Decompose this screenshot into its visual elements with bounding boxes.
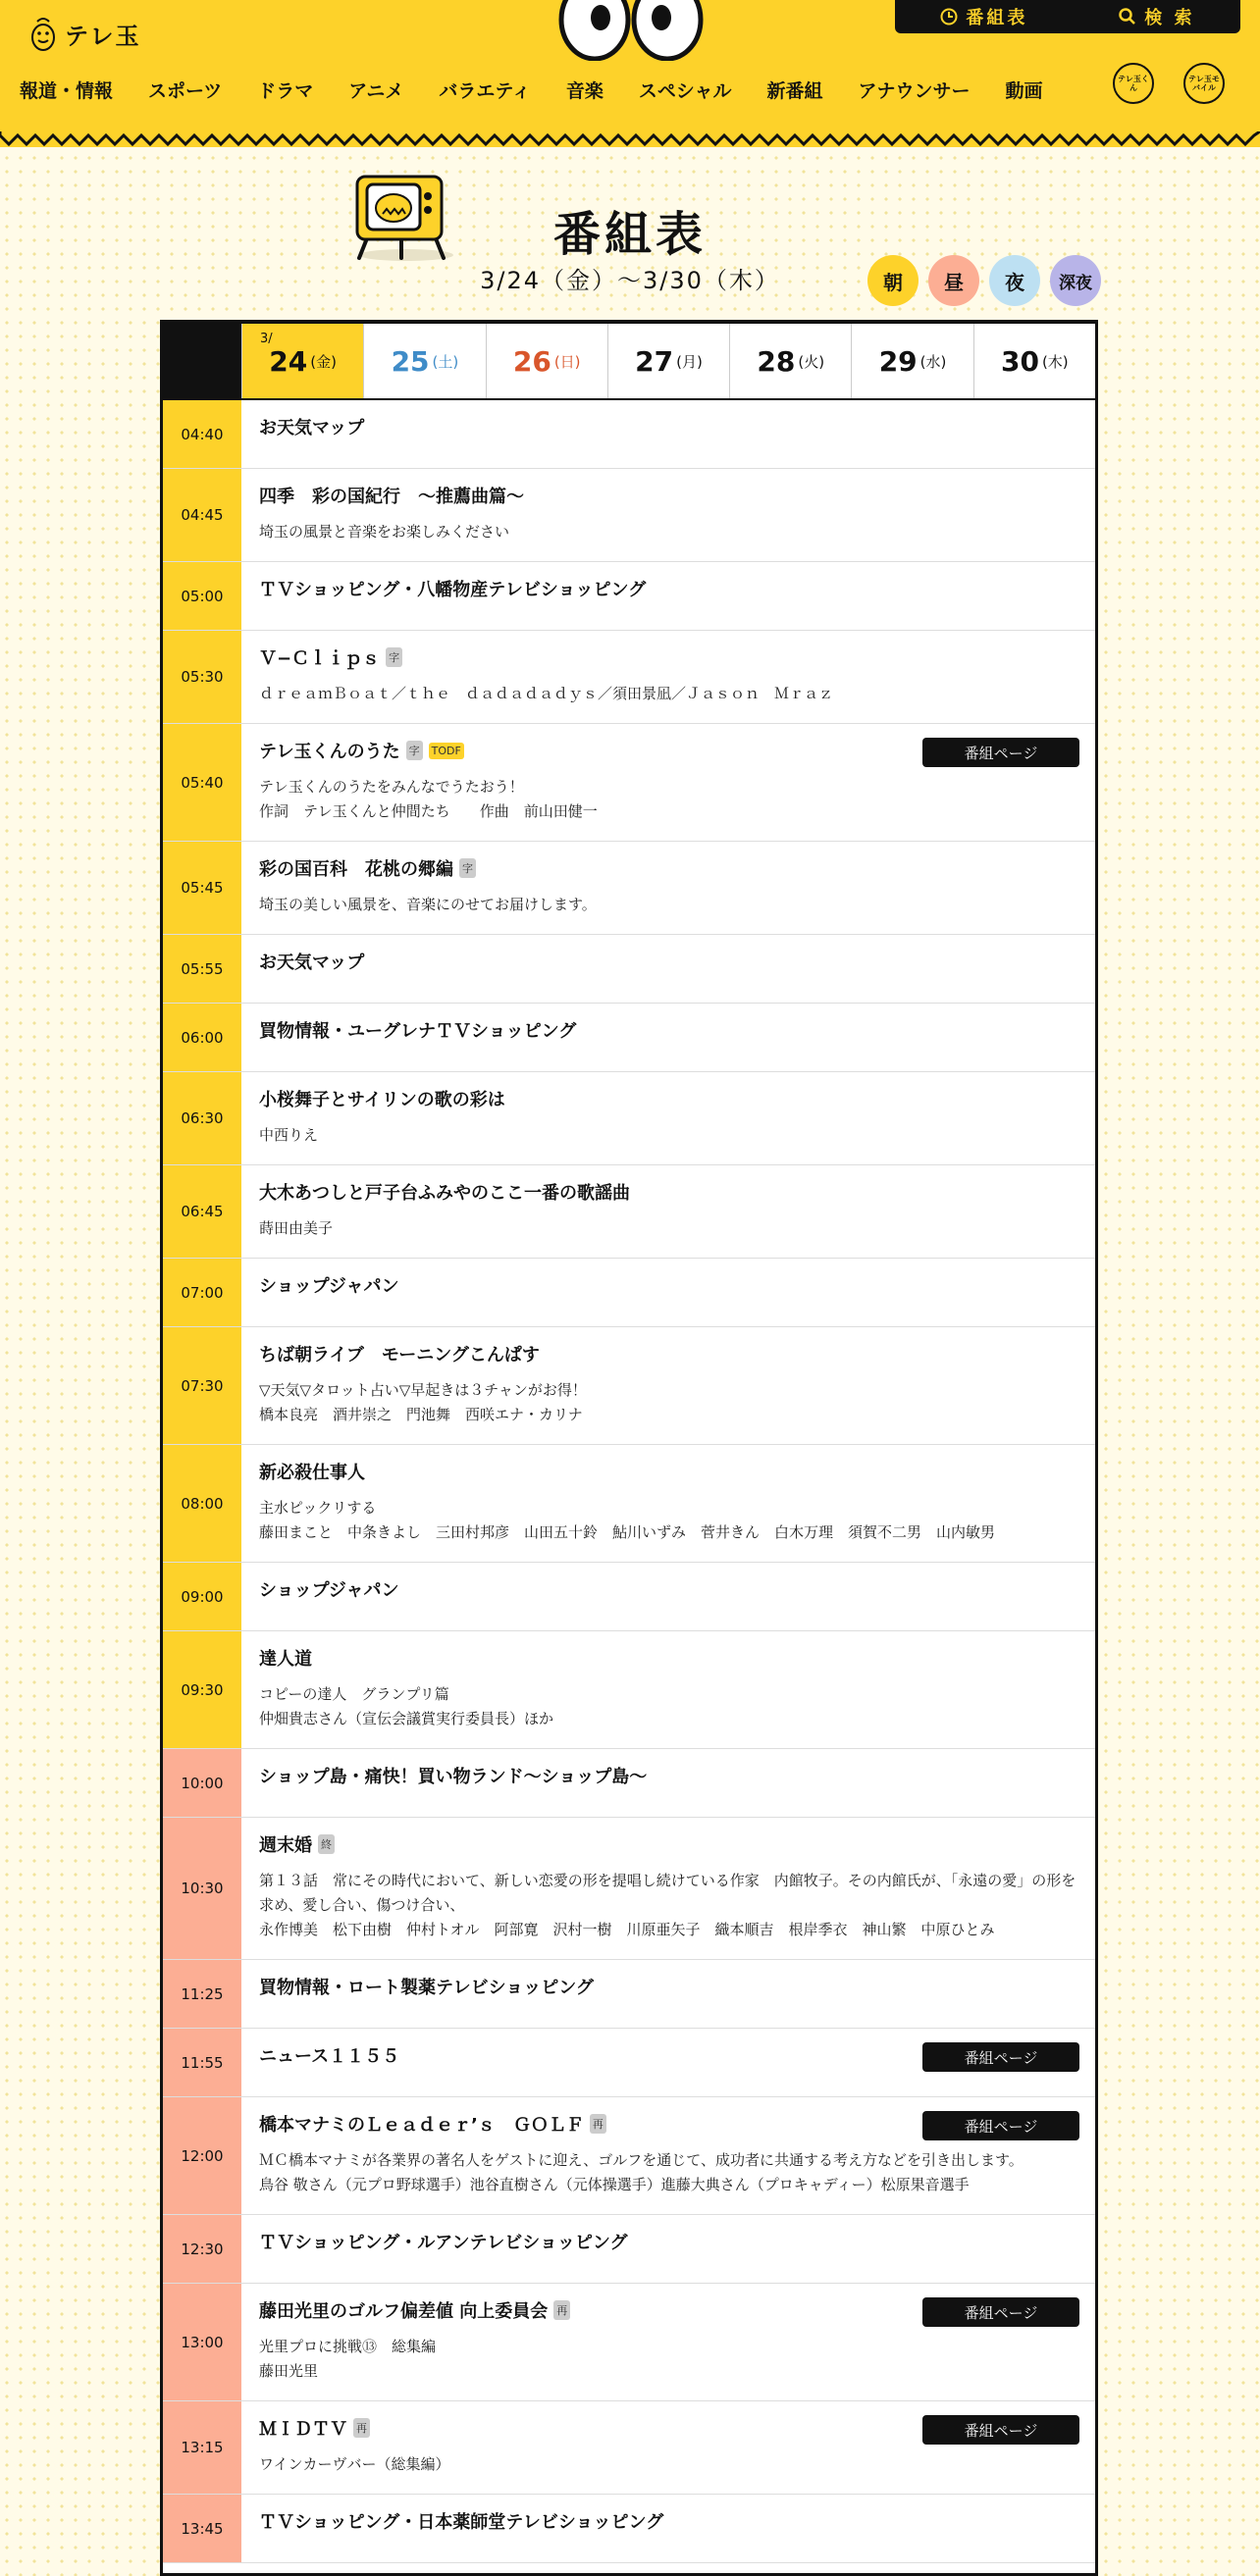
program-cell[interactable] <box>241 469 1095 561</box>
program-title-line <box>259 949 1077 974</box>
day-of-week: (月) <box>676 352 703 371</box>
program-cell[interactable] <box>241 631 1095 723</box>
program-title: お天気マップ <box>259 418 365 438</box>
teletama-kun-label: テレ玉くん <box>1118 75 1149 92</box>
nav-sports[interactable]: スポーツ <box>148 79 223 102</box>
day-number: 27 <box>635 344 674 378</box>
program-title: 四季 彩の国紀行 〜推薦曲篇〜 <box>259 487 524 507</box>
day-tab-29[interactable] <box>851 324 972 398</box>
program-title: ショップジャパン <box>259 1580 399 1601</box>
program-row <box>163 469 1095 562</box>
nav-news[interactable]: 報道・情報 <box>20 79 114 102</box>
tod-evening-label: 夜 <box>1005 270 1024 294</box>
day-tab-26[interactable] <box>486 324 607 398</box>
teletama-mobile-label: テレ玉モバイル <box>1188 75 1220 92</box>
program-row <box>163 935 1095 1004</box>
program-badge: TODF <box>429 743 464 759</box>
day-number: 30 <box>1000 344 1039 378</box>
program-description-line: ▽天気▽タロット占い▽早起きは３チャンがお得！ <box>259 1381 587 1399</box>
tod-late-night-button[interactable] <box>1050 255 1101 306</box>
program-title: 買物情報・ユーグレナＴＶショッピング <box>259 1021 577 1042</box>
program-cell[interactable] <box>241 1445 1095 1562</box>
mascot-eyes-icon <box>557 0 705 61</box>
program-title: ＴＶショッピング・日本薬師堂テレビショッピング <box>259 2512 664 2533</box>
program-time: 13:45 <box>163 2495 241 2562</box>
program-time: 11:55 <box>163 2029 241 2096</box>
program-row <box>163 842 1095 935</box>
site-logo[interactable] <box>29 16 141 51</box>
program-page-button[interactable]: 番組ページ <box>922 738 1079 767</box>
tod-morning-button[interactable] <box>867 255 919 306</box>
program-page-button[interactable]: 番組ページ <box>922 2297 1079 2327</box>
day-tab-24[interactable] <box>241 324 363 398</box>
program-cell[interactable] <box>241 1165 1095 1258</box>
program-title: 小桜舞子とサイリンの歌の彩は <box>259 1090 505 1110</box>
program-row <box>163 1004 1095 1072</box>
day-number: 26 <box>512 344 551 378</box>
program-row <box>163 1563 1095 1631</box>
program-badge: 再 <box>590 2114 606 2134</box>
day-header-corner <box>163 324 241 398</box>
tod-late-night-label: 深夜 <box>1059 273 1092 293</box>
program-description-line: コピーの達人 グランプリ篇 <box>259 1685 449 1703</box>
program-list <box>163 400 1095 2563</box>
program-title-line <box>259 1645 1077 1671</box>
program-time: 13:00 <box>163 2284 241 2400</box>
program-guide-button[interactable] <box>940 4 1027 29</box>
main-nav <box>20 67 1078 112</box>
header-zigzag-edge <box>0 131 1260 147</box>
program-description <box>259 1682 1077 1731</box>
program-row <box>163 724 1095 842</box>
program-time: 09:00 <box>163 1563 241 1630</box>
program-description <box>259 2148 1077 2197</box>
program-cell[interactable] <box>241 1960 1095 2028</box>
program-row <box>163 2284 1095 2401</box>
program-title: 週末婚 <box>259 1835 312 1856</box>
page-title: 番組表 <box>552 207 707 262</box>
program-title-line <box>259 576 1077 601</box>
program-row <box>163 562 1095 631</box>
program-description <box>259 682 1077 706</box>
day-of-week: (土) <box>432 352 459 371</box>
program-cell[interactable] <box>241 1749 1095 1817</box>
day-tab-27[interactable] <box>607 324 729 398</box>
program-description-line: 光里プロに挑戦⑬ 総集編 <box>259 2338 437 2355</box>
program-title-line <box>259 483 1077 508</box>
program-title: 買物情報・ロート製薬テレビショッピング <box>259 1978 594 1998</box>
tod-evening-button[interactable] <box>989 255 1040 306</box>
program-title: テレ玉くんのうた <box>259 742 400 762</box>
nav-music[interactable]: 音楽 <box>565 79 604 102</box>
program-cell[interactable] <box>241 1563 1095 1630</box>
program-row <box>163 1445 1095 1563</box>
program-cell[interactable] <box>241 2284 1095 2400</box>
program-description-line: 第１３話 常にその時代において、新しい恋愛の形を提唱し続けている作家 内館牧子。その内館氏が、「永遠の愛」の形を求め、愛し合い、傷つけ合い、 <box>259 1872 1076 1914</box>
program-time: 10:00 <box>163 1749 241 1817</box>
program-description-line: ＭＣ橋本マナミが各業界の著名人をゲストに迎え、ゴルフを通じて、成功者に共通する考え方などを引き出します。 <box>259 2151 1024 2169</box>
program-title-line <box>259 1179 1077 1205</box>
program-title: Ｖ−Ｃｌｉｐｓ <box>259 648 381 669</box>
program-time: 07:00 <box>163 1259 241 1326</box>
program-title: ショップジャパン <box>259 1276 399 1297</box>
program-cell[interactable] <box>241 1004 1095 1071</box>
program-title-line <box>259 1017 1077 1043</box>
program-badge: 字 <box>386 647 402 667</box>
program-page-button[interactable]: 番組ページ <box>922 2415 1079 2445</box>
program-time: 06:30 <box>163 1072 241 1164</box>
program-description-line: 仲畑貴志さん（宣伝会議賞実行委員長）ほか <box>259 1710 554 1727</box>
program-description-line: 主水ピックリする <box>259 1499 377 1517</box>
day-of-week: (日) <box>553 352 581 371</box>
program-time: 13:15 <box>163 2401 241 2494</box>
nav-drama[interactable]: ドラマ <box>257 79 314 102</box>
program-title-line <box>259 1974 1077 1999</box>
day-header-row <box>163 324 1095 400</box>
program-badge: 終 <box>318 1834 335 1854</box>
program-title: 大木あつしと戸子台ふみやのここ一番の歌謡曲 <box>259 1183 630 1204</box>
program-description-line: 埼玉の風景と音楽をお楽しみください <box>259 523 510 541</box>
program-time: 05:45 <box>163 842 241 934</box>
program-row <box>163 2401 1095 2495</box>
day-of-week: (火) <box>798 352 825 371</box>
nav-announcers[interactable]: アナウンサー <box>858 79 971 102</box>
program-badge: 字 <box>459 858 476 878</box>
search-icon <box>1119 8 1136 26</box>
program-time: 04:45 <box>163 469 241 561</box>
program-badge: 字 <box>406 741 423 760</box>
program-page-button[interactable]: 番組ページ <box>922 2042 1079 2072</box>
program-row <box>163 2495 1095 2563</box>
mascot-icon <box>29 16 57 51</box>
day-number: 28 <box>757 344 796 378</box>
program-time: 06:00 <box>163 1004 241 1071</box>
program-time: 05:40 <box>163 724 241 841</box>
program-description-line: ｄｒｅａｍＢｏａｔ／ｔｈｅ ｄａｄａｄａｄｙｓ／須田景凪／Ｊａｓｏｎ Ｍｒａｚ <box>259 685 834 702</box>
program-time: 08:00 <box>163 1445 241 1562</box>
program-description <box>259 893 1077 917</box>
program-time: 12:00 <box>163 2097 241 2214</box>
program-title-line <box>259 1576 1077 1602</box>
program-time: 11:25 <box>163 1960 241 2028</box>
program-title-line <box>259 1763 1077 1788</box>
program-row <box>163 1165 1095 1259</box>
program-cell[interactable] <box>241 400 1095 468</box>
program-cell[interactable] <box>241 1327 1095 1444</box>
program-description-line: 藤田光里 <box>259 2362 319 2380</box>
program-page-button[interactable]: 番組ページ <box>922 2111 1079 2140</box>
program-row <box>163 2029 1095 2097</box>
program-cell[interactable] <box>241 1259 1095 1326</box>
program-description <box>259 1123 1077 1148</box>
program-time: 05:00 <box>163 562 241 630</box>
program-description <box>259 775 1077 824</box>
program-description-line: 永作博美 松下由樹 仲村トオル 阿部寛 沢村一樹 川原亜矢子 織本順吉 根岸季衣 神山繁 中原ひとみ <box>259 1921 995 1938</box>
site-header <box>0 0 1260 147</box>
tod-noon-button[interactable] <box>928 255 979 306</box>
program-title-line <box>259 2229 1077 2254</box>
schedule-table <box>160 320 1098 2576</box>
program-time: 07:30 <box>163 1327 241 1444</box>
day-tab-30[interactable] <box>973 324 1095 398</box>
program-title-line <box>259 2508 1077 2534</box>
program-title-line <box>259 644 1077 670</box>
program-title-line <box>259 1831 1077 1857</box>
top-utility-bar <box>895 0 1240 33</box>
day-tab-28[interactable] <box>729 324 851 398</box>
day-of-week: (金) <box>310 352 337 371</box>
program-cell[interactable] <box>241 2401 1095 2494</box>
program-description-line: 鳥谷 敬さん（元プロ野球選手）池谷直樹さん（元体操選手）進藤大典さん（プロキャディー）松原果音選手 <box>259 2176 970 2193</box>
program-title-line <box>259 1459 1077 1484</box>
program-description <box>259 1216 1077 1241</box>
program-title: 新必殺仕事人 <box>259 1463 365 1483</box>
program-time: 05:30 <box>163 631 241 723</box>
day-tab-25[interactable] <box>363 324 485 398</box>
program-description <box>259 2452 1077 2477</box>
teletama-mobile-link[interactable] <box>1183 63 1225 104</box>
program-title-line <box>259 855 1077 881</box>
program-row <box>163 631 1095 724</box>
program-row <box>163 1259 1095 1327</box>
nav-new-programs[interactable]: 新番組 <box>766 79 823 102</box>
program-time: 12:30 <box>163 2215 241 2283</box>
program-row <box>163 1327 1095 1445</box>
program-cell[interactable] <box>241 2097 1095 2214</box>
program-description-line: ワインカーヴバー（総集編） <box>259 2455 450 2473</box>
program-description <box>259 1496 1077 1545</box>
program-cell[interactable] <box>241 1072 1095 1164</box>
program-row <box>163 400 1095 469</box>
program-cell[interactable] <box>241 842 1095 934</box>
day-number: 24 <box>269 344 308 378</box>
nav-videos[interactable]: 動画 <box>1005 79 1043 102</box>
program-row <box>163 2215 1095 2284</box>
program-cell[interactable] <box>241 562 1095 630</box>
day-number: 25 <box>391 344 430 378</box>
program-title-line <box>259 1086 1077 1111</box>
program-title: 藤田光里のゴルフ偏差値 向上委員会 <box>259 2301 549 2322</box>
program-row <box>163 1072 1095 1165</box>
date-range: 3/24（金）〜3/30（木） <box>480 267 780 294</box>
day-of-week: (木) <box>1041 352 1069 371</box>
program-description <box>259 2335 1077 2384</box>
program-title-line <box>259 1341 1077 1366</box>
program-guide-label: 番組表 <box>966 8 1028 28</box>
program-title: ニュース１１５５ <box>259 2046 400 2067</box>
program-cell[interactable] <box>241 2215 1095 2283</box>
program-title: お天気マップ <box>259 953 365 973</box>
program-title: ＭＩＤＴＶ <box>259 2419 347 2440</box>
program-time: 10:30 <box>163 1818 241 1959</box>
program-title: ちば朝ライブ モーニングこんぱす <box>259 1345 540 1365</box>
day-of-week: (水) <box>919 352 947 371</box>
program-title: 達人道 <box>259 1649 312 1670</box>
program-title: ＴＶショッピング・ルアンテレビショッピング <box>259 2233 628 2253</box>
program-description <box>259 1378 1077 1427</box>
program-title: ＴＶショッピング・八幡物産テレビショッピング <box>259 580 647 600</box>
program-description <box>259 520 1077 544</box>
program-description-line: 蒔田由美子 <box>259 1219 334 1237</box>
program-title-line <box>259 414 1077 439</box>
program-row <box>163 2097 1095 2215</box>
program-title-line <box>259 1272 1077 1298</box>
program-cell[interactable] <box>241 1631 1095 1748</box>
search-label: 検 索 <box>1144 8 1195 28</box>
program-badge: 再 <box>353 2418 370 2438</box>
nav-anime[interactable]: アニメ <box>348 79 404 102</box>
clock-icon <box>940 8 958 26</box>
tod-morning-label: 朝 <box>883 270 903 294</box>
program-description-line: 中西りえ <box>259 1126 319 1144</box>
program-row <box>163 1818 1095 1960</box>
program-cell[interactable] <box>241 1818 1095 1959</box>
program-cell[interactable] <box>241 2495 1095 2562</box>
program-time: 06:45 <box>163 1165 241 1258</box>
day-month-label: 3/ <box>260 332 273 346</box>
program-cell[interactable] <box>241 724 1095 841</box>
program-time: 05:55 <box>163 935 241 1003</box>
program-description-line: 橋本良亮 酒井崇之 門池舞 西咲エナ・カリナ <box>259 1406 583 1423</box>
program-title: 彩の国百科 花桃の郷編 <box>259 859 453 880</box>
day-number: 29 <box>878 344 918 378</box>
tod-noon-label: 昼 <box>944 270 964 294</box>
program-description-line: 作詞 テレ玉くんと仲間たち 作曲 前山田健一 <box>259 802 598 820</box>
program-title: 橋本マナミのＬｅａｄｅｒ’ｓ ＧＯＬＦ <box>259 2115 584 2136</box>
program-title: ショップ島・痛快！買い物ランド～ショップ島～ <box>259 1767 648 1787</box>
program-description-line: テレ玉くんのうたをみんなでうたおう！ <box>259 778 524 796</box>
nav-variety[interactable]: バラエティ <box>439 79 531 102</box>
program-row <box>163 1749 1095 1818</box>
program-time: 09:30 <box>163 1631 241 1748</box>
program-description <box>259 1869 1077 1942</box>
program-cell[interactable] <box>241 2029 1095 2096</box>
program-time: 04:40 <box>163 400 241 468</box>
program-description-line: 藤田まこと 中条きよし 三田村邦彦 山田五十鈴 鮎川いずみ 菅井きん 白木万理 須賀不二男 山内敏男 <box>259 1523 996 1541</box>
teletama-kun-link[interactable] <box>1113 63 1154 104</box>
program-cell[interactable] <box>241 935 1095 1003</box>
program-row <box>163 1631 1095 1749</box>
program-row <box>163 1960 1095 2029</box>
search-button[interactable] <box>1119 4 1194 29</box>
nav-special[interactable]: スペシャル <box>638 79 732 102</box>
program-description-line: 埼玉の美しい風景を、音楽にのせてお届けします。 <box>259 896 597 913</box>
logo-text: テレ玉 <box>65 22 141 50</box>
program-badge: 再 <box>553 2300 570 2320</box>
